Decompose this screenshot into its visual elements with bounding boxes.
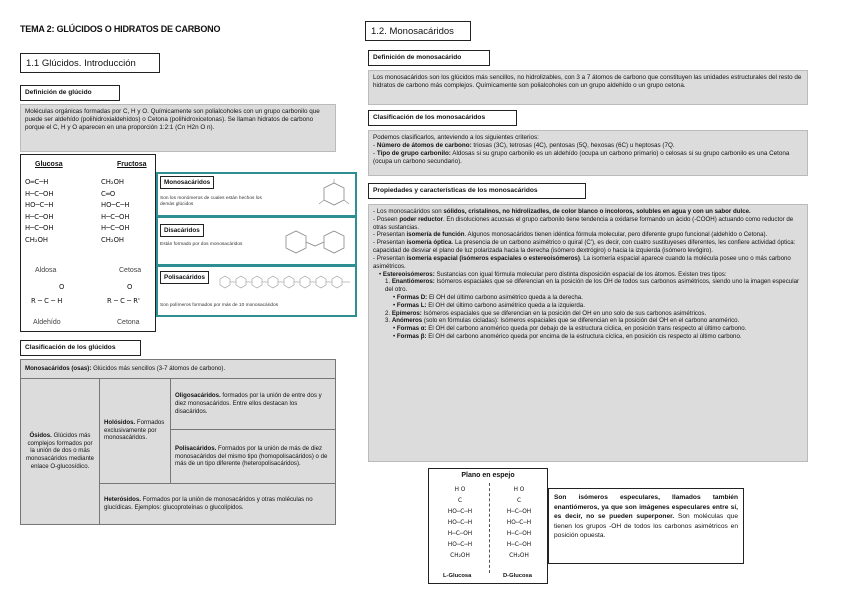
- osidos-text: Glúcidos más complejos formados por la unión de dos o más monosacáridos mediante enlace O-glucosídico.: [25, 432, 95, 470]
- class-intro: Podemos clasificarlos, anteviendo a los siguientes criterios:: [373, 134, 539, 141]
- glucosa-title: Glucosa: [35, 161, 63, 168]
- fructosa-row: H─C─OH: [101, 212, 130, 221]
- prop-bold: Anómeros: [391, 317, 423, 325]
- types-panel: [156, 172, 357, 317]
- mirror-text: Son moléculas que tienen los grupos -OH de todos los carbonos asimétricos en posición opuesta.: [554, 513, 739, 540]
- glucosa-row: CH₂OH: [25, 235, 49, 244]
- d-row: C: [516, 498, 522, 504]
- class-glucidos-table: [20, 359, 336, 525]
- cetosa-label: Cetosa: [119, 267, 142, 274]
- prop-bold: Formas α:: [396, 325, 427, 333]
- prop-text: Presentan: [376, 231, 407, 239]
- prop-bold: poder reductor: [399, 215, 443, 223]
- def-glucido-text: Moléculas orgánicas formadas por C, H y O. Químicamente son polialcoholes con un grupo carbonilo que puede ser aldehído (polihidroxialdehídos) o Cetona (polihidroxicetonas). Se llaman hidratos de carbono porque el C, H y O aparecen en una proporción 1:2:1 (Cn H2n O n).: [20, 104, 336, 152]
- type-card-monosacaridos: [158, 174, 355, 215]
- prop-text: (solo en fórmulas cicladas): Isómeros espaciales que se diferencian en la posición del OH en el carbono anomérico.: [422, 317, 740, 325]
- aldosa-label: Aldosa: [35, 267, 57, 274]
- l-row: H O: [454, 487, 466, 493]
- glucosa-row: H─C─OH: [25, 212, 54, 221]
- holosidos-cell: [100, 378, 171, 483]
- d-glucosa-label: D-Glucosa: [503, 573, 532, 579]
- class-glucidos-label: Clasificación de los glúcidos: [20, 340, 141, 356]
- prop-bold: isomería óptica: [406, 239, 452, 247]
- prop-item: - Poseen poder reductor. En disoluciones acuosas el grupo carbonilo tiene tendencia a oxidarse formando un ácido (-COOH) actuando como reductor de otras sustancias.: [373, 215, 794, 231]
- prop-text: Poseen: [376, 215, 400, 223]
- class-mono-label: Clasificación de los monosacáridos: [368, 110, 517, 126]
- prop-subitem: 3. Anómeros (solo en fórmulas cicladas): Isómeros espaciales que se diferencian en la posición del OH en el carbono anomérico.: [385, 317, 740, 325]
- mirror-text-bold: Son isómeros especulares, llamados también enantiómeros, ya que son imágenes especulares entre sí, es decir, no se pueden superponer.: [554, 494, 738, 521]
- d-row: H O: [513, 487, 525, 493]
- fructosa-row: HO─C─H: [101, 201, 130, 209]
- prop-text: . La isomería espacial aparece cuando la molécula posee uno o más carbono asimétricos.: [373, 254, 791, 270]
- type-desc: Están formado por dos monosacáridos: [160, 242, 243, 247]
- fructosa-row: CH₂OH: [101, 178, 125, 186]
- l-row: HO─C─H: [447, 509, 473, 515]
- l-row: C: [457, 498, 463, 504]
- def-glucido-label: Definición de glúcido: [20, 85, 120, 101]
- oligosacaridos-cell: [171, 378, 336, 430]
- prop-subitem: • Formas D: El OH del último carbono asimétrico queda a la derecha.: [393, 293, 583, 301]
- d-glucosa-structure: [492, 485, 546, 562]
- prop-text: . En disoluciones acuosas el grupo carbonilo tiene tendencia a oxidarse formando un ácido (-COOH) actuando como reductor de otras sustancias.: [373, 215, 794, 231]
- props-label: Propiedades y características de los monosacáridos: [368, 183, 586, 199]
- prop-text: Isómeros espaciales que se diferencian en la posición de los OH de todos sus carbonos asimétricos, siendo uno la imagen especular del otro.: [385, 278, 800, 294]
- prop-text: Presentan: [376, 239, 407, 247]
- prop-subitem: 2. Epímeros: Isómeros espaciales que se diferencian en la posición del OH en uno solo de sus carbonos asimétricos.: [385, 309, 707, 317]
- mirror-text-box: [548, 488, 744, 564]
- class-mono-box: [368, 130, 808, 176]
- fructosa-row: CH₂OH: [101, 235, 125, 244]
- l-row: H─C─OH: [447, 531, 473, 537]
- l-row: HO─C─H: [447, 520, 473, 526]
- class-item: - Número de átomos de carbono: triosas (3C), tetrosas (4C), pentosas (5Q, hexosas (6C) u heptosas (7Q.: [373, 142, 675, 150]
- def-mono-label: Definición de monosacárido: [368, 50, 490, 66]
- class-item-text: triosas (3C), tetrosas (4C), pentosas (5Q, hexosas (6C) u heptosas (7Q.: [471, 142, 675, 150]
- prop-item: - Los monosacáridos son sólidos, cristalinos, no hidrolizadles, de color blanco o incoloros, solubles en agua y con un sabor dulce.: [373, 208, 751, 215]
- glucosa-row: H─C─OH: [25, 224, 54, 232]
- oligo-text: formados por la unión de entre dos y diez monosacáridos. Entre ellos destacan los disacáridos.: [175, 392, 322, 415]
- section-title-left: 1.1 Glúcidos. Introducción: [20, 53, 160, 73]
- d-row: H─C─OH: [506, 531, 532, 537]
- glucosa-row: HO─C─H: [25, 201, 54, 209]
- mirror-panel: [428, 468, 548, 584]
- prop-text: El OH del último carbono asimétrico queda a la derecha.: [427, 293, 583, 301]
- type-desc: Son polímeros formados por más de 10 monosacáridos: [160, 303, 279, 308]
- type-name: Monosacáridos: [160, 176, 214, 189]
- prop-text: Los monosacáridos son: [376, 208, 444, 215]
- d-row: H─C─OH: [506, 509, 532, 515]
- poli-text: Formados por la unión de más de diez monosacáridos del mismo tipo (homopolisacáridos) o de más de un tipo diferente (heteropolisacáridos).: [175, 445, 328, 468]
- prop-text: Sustancias con igual fórmula molecular pero distinta disposición espacial de los átomos. Existen tres tipos:: [434, 270, 727, 278]
- prop-text: . La presencia de un carbono asimétrico o quiral (C'), es decir, con cuatro sustituyeses diferentes, les confiere actividad óptica: capacidad de desviar el plano de luz polarizada hacia la derecha (isómero dextrógiro) o hacia la izquierda (isómero levógiro).: [373, 239, 796, 255]
- type-card-disacaridos: [158, 218, 355, 264]
- osidos-cell: [21, 378, 100, 524]
- prop-text: . Algunos monosacáridos tienen idéntica fórmula molecular, pero diferente grupo funcional (aldehído o Cetona).: [464, 231, 768, 239]
- polisacaridos-cell: [171, 430, 336, 484]
- cetona-formula: R ─ C ─ R': [107, 297, 140, 305]
- glucosa-row: H─C─OH: [25, 189, 54, 198]
- d-row: HO─C─H: [506, 520, 532, 526]
- oligo-bold: Oligosacáridos.: [175, 392, 221, 400]
- l-row: CH₂OH: [450, 553, 470, 559]
- holo-bold: Holósidos.: [104, 419, 136, 427]
- prop-bold: Formas L:: [396, 301, 427, 309]
- aldehido-label: Aldehído: [33, 319, 61, 326]
- structures-panel: [20, 154, 156, 332]
- aldehido-formula: R ─ C ─ H: [31, 297, 63, 305]
- type-name: Polisacáridos: [160, 271, 209, 284]
- prop-subitem: • Formas β: El OH del carbono anomérico queda por encima de la estructura cíclica, en posición cis respecto al último carbono.: [393, 333, 742, 340]
- prop-text: El OH del último carbono asimétrico queda a la izquierda.: [426, 301, 585, 309]
- hetero-bold: Heterósidos.: [104, 496, 141, 504]
- l-glucosa-structure: [433, 485, 487, 562]
- type-card-polisacaridos: [158, 267, 355, 315]
- props-box: [368, 204, 808, 462]
- poli-bold: Polisacáridos.: [175, 445, 217, 453]
- hetero-text: Formados por la unión de monosacáridos y otras moléculas no glucídicas. Ejemplos: glucoproteínas o glucolípidos.: [104, 496, 313, 511]
- prop-bold: Estereoisómeros:: [382, 270, 435, 278]
- fructosa-title: Fructosa: [117, 161, 147, 168]
- prop-item: - Presentan isomería óptica. La presencia de un carbono asimétrico o quiral (C'), es decir, con cuatro sustituyeses diferentes, les confiere actividad óptica: capacidad de desviar el plano de luz polarizada hacia la derecha (isómero dextrógiro) o hacia la izquierda (isómero levógiro).: [373, 239, 796, 255]
- heterosidos-cell: [100, 483, 336, 524]
- mono-bold: Monosacáridos (osas):: [25, 364, 92, 372]
- mirror-line: [489, 483, 490, 573]
- prop-bold: isomería de función: [406, 231, 465, 239]
- prop-text: Presentan: [376, 254, 407, 262]
- mono-row: [21, 360, 336, 379]
- cetona-label: Cetona: [117, 319, 140, 326]
- class-item-bold: Tipo de grupo carbonilo:: [376, 150, 451, 158]
- mirror-title: Plano en espejo: [461, 472, 515, 479]
- holo-text: Formados exclusivamente por monosacáridos.: [104, 419, 165, 442]
- def-mono-text: Los monosacáridos son los glúcidos más sencillos, no hidrolizables, con 3 a 7 átomos de carbono que constituyen las unidades estructurales del resto de hidratos de carbono más complejos. Químicamente son polialcoholes con un grupo aldehído o un grupo cetona.: [368, 70, 808, 105]
- l-glucosa-label: L-Glucosa: [443, 573, 472, 579]
- prop-bold: Epímeros:: [391, 309, 422, 317]
- mono-text: Glúcidos más sencillos (3-7 átomos de carbono).: [91, 364, 226, 372]
- glucosa-structure: [25, 177, 85, 246]
- class-item-text: Aldosas si su grupo carbonilo es un aldehído (ocupa un carbono primario) o celosas si su grupo carbonilo es una Cetona (ocupa un carbono secundario).: [373, 150, 790, 166]
- prop-item: - Presentan isomería de función. Algunos monosacáridos tienen idéntica fórmula molecular, pero diferente grupo funcional (aldehído o Cetona).: [373, 231, 768, 239]
- prop-bold: sólidos, cristalinos, no hidrolizadles, de color blanco o incoloros, solubles en agua y con un sabor dulce.: [443, 208, 751, 215]
- aldehido-oxygen: O: [59, 283, 65, 291]
- monosaccharide-ring-icon: [316, 178, 352, 212]
- fructosa-row: C═O: [101, 189, 116, 198]
- prop-bold: Formas β:: [396, 333, 427, 340]
- main-title: TEMA 2: GLÚCIDOS O HIDRATOS DE CARBONO: [20, 24, 221, 34]
- prop-subitem: 1. Enantiómeros: Isómeros espaciales que se diferencian en la posición de los OH de todos sus carbonos asimétricos, siendo uno la imagen especular del otro.: [385, 278, 800, 294]
- disaccharide-ring-icon: [280, 222, 352, 260]
- class-item-bold: Número de átomos de carbono:: [376, 142, 472, 150]
- polysaccharide-chain-icon: [218, 269, 352, 297]
- section-title-right: 1.2. Monosacáridos: [365, 21, 471, 41]
- fructosa-row: H─C─OH: [101, 224, 130, 232]
- prop-subitem: • Formas L: El OH del último carbono asimétrico queda a la izquierda.: [393, 301, 585, 309]
- type-name: Disacáridos: [160, 224, 204, 237]
- prop-text: El OH del carbono anomérico queda por debajo de la estructura cíclica, en posición trans respecto al último carbono.: [426, 325, 747, 333]
- fructosa-structure: [101, 177, 157, 246]
- prop-bold: Enantiómeros:: [391, 278, 435, 286]
- d-row: CH₂OH: [509, 553, 529, 559]
- prop-bold: isomería espacial (isómeros espaciales o estereoisómeros): [406, 254, 580, 262]
- prop-text: Isómeros espaciales que se diferencian en la posición del OH en uno solo de sus carbonos asimétricos.: [421, 309, 707, 317]
- prop-subitem: • Estereoisómeros: Sustancias con igual fórmula molecular pero distinta disposición espacial de los átomos. Existen tres tipos:: [379, 270, 727, 278]
- l-row: HO─C─H: [447, 542, 473, 548]
- osidos-bold: Ósidos.: [29, 432, 52, 440]
- prop-text: El OH del carbono anomérico queda por encima de la estructura cíclica, en posición cis respecto al último carbono.: [426, 333, 742, 340]
- class-item: - Tipo de grupo carbonilo: Aldosas si su grupo carbonilo es un aldehído (ocupa un carbono primario) o celosas si su grupo carbonilo es una Cetona (ocupa un carbono secundario).: [373, 150, 790, 166]
- prop-subitem: • Formas α: El OH del carbono anomérico queda por debajo de la estructura cíclica, en posición trans respecto al último carbono.: [393, 325, 747, 333]
- type-desc: Son los monómeros de cuales están hechos los demás glúcidos: [160, 196, 262, 207]
- prop-bold: Formas D:: [396, 293, 428, 301]
- prop-item: - Presentan isomería espacial (isómeros espaciales o estereoisómeros). La isomería espacial aparece cuando la molécula posee uno o más carbono asimétricos.: [373, 254, 791, 270]
- glucosa-row: O═C─H: [25, 178, 49, 186]
- cetona-oxygen: O: [127, 283, 133, 291]
- d-row: H─C─OH: [506, 542, 532, 548]
